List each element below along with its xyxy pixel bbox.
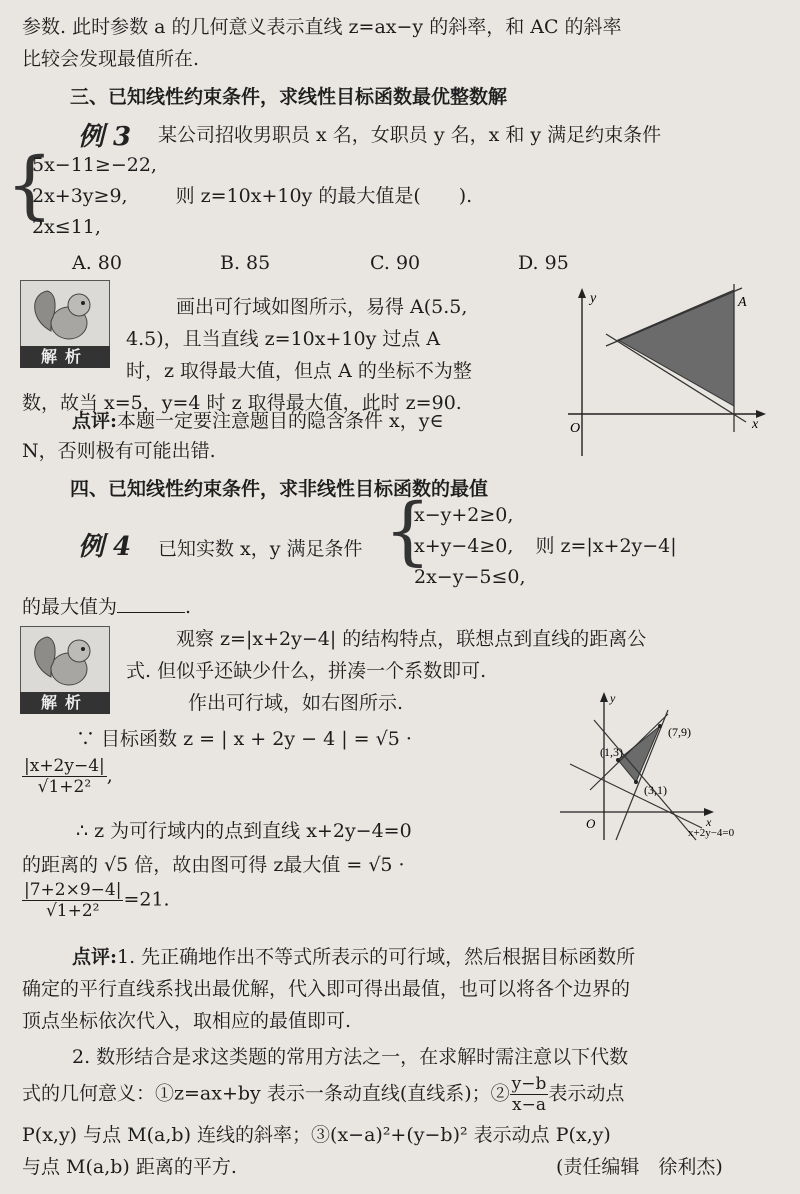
comment-3-cont: N，否则极有可能出错. <box>22 440 216 462</box>
point-1-3-label: (1,3) <box>600 745 623 759</box>
slope-fraction-denominator: x−a <box>512 1095 546 1115</box>
solution-tag: 解析 <box>20 346 110 368</box>
constraint-system-2 <box>414 500 677 593</box>
point-7-9-label: (7,9) <box>668 725 691 739</box>
editor-credit: (责任编辑 徐利杰) <box>556 1156 723 1178</box>
point-a-label: A <box>738 295 747 310</box>
question-tail: 的最大值为 . <box>22 596 192 618</box>
comment-4-line: P(x,y) 与点 M(a,b) 连线的斜率；③(x−a)²+(y−b)² 表示动点 P(x,y) <box>22 1124 611 1146</box>
solution-tag: 解析 <box>20 692 110 714</box>
fraction-1-denominator: √1+2² <box>37 777 92 797</box>
axis-x-label: x <box>706 815 712 829</box>
fraction-2-tail: =21. <box>123 888 170 911</box>
feasible-region-graph-1 <box>566 282 780 462</box>
slope-fraction <box>510 1074 549 1115</box>
comment-3 <box>72 408 444 434</box>
solution-3-line: 时，z 取得最大值，但点 A 的坐标不为整 <box>126 360 472 382</box>
section-heading-3: 三、已知线性约束条件，求线性目标函数最优整数解 <box>70 86 508 108</box>
example-3-label: 例 3 <box>78 122 132 152</box>
constraint-brace-2: { <box>384 488 432 574</box>
comment-text: 1. 先正确地作出不等式所表示的可行域，然后根据目标函数所 <box>117 946 636 968</box>
comment-4-line-b: 表示动点 <box>548 1082 625 1105</box>
constraint-brace: { <box>6 142 54 228</box>
comment-4-line <box>22 1074 624 1115</box>
question-tail-text: 的最大值为 <box>22 596 118 618</box>
solution-4-line: 的距离的 √5 倍，故由图可得 z最大值 = √5 · <box>22 854 405 876</box>
fraction-line-2 <box>22 880 170 921</box>
constraint-system-1 <box>32 150 472 243</box>
example-4-text: 已知实数 x，y 满足条件 <box>158 538 363 560</box>
comment-label: 点评: <box>72 410 118 432</box>
fraction-line-1 <box>22 756 113 797</box>
constraint-3: 2x≤11, <box>32 216 101 238</box>
fraction-1-numerator: |x+2y−4| <box>24 756 105 776</box>
constraint-2-eq: 2x+3y≥9, <box>32 185 128 207</box>
comment-4-line: 2. 数形结合是求这类题的常用方法之一，在求解时需注意以下代数 <box>72 1046 629 1068</box>
comment-4-line: 顶点坐标依次代入，取相应的最值即可. <box>22 1010 352 1032</box>
text-line: 比较会发现最值所在. <box>22 48 200 70</box>
feasible-region-graph-2 <box>556 690 782 850</box>
solution-3-line: 数，故当 x=5，y=4 时 z 取得最大值，此时 z=90. <box>22 392 462 414</box>
origin-label: O <box>586 816 596 831</box>
condition-2-eq: x+y−4≥0, <box>414 535 514 557</box>
fraction-1-tail: , <box>106 764 113 787</box>
squirrel-illustration <box>20 626 110 694</box>
text-line: 参数. 此时参数 a 的几何意义表示直线 z=ax−y 的斜率，和 AC 的斜率 <box>22 16 622 38</box>
solution-3-line: 4.5)，且当直线 z=10x+10y 过点 A <box>126 328 441 350</box>
comment-4-line: 与点 M(a,b) 距离的平方. <box>22 1156 237 1178</box>
origin-label: O <box>570 421 581 436</box>
constraint-1: 5x−11≥−22, <box>32 154 157 176</box>
objective-function: 则 z=|x+2y−4| <box>535 535 677 557</box>
comment-label: 点评: <box>72 946 118 968</box>
example-4-label: 例 4 <box>78 532 132 562</box>
option-a: A. 80 <box>72 252 122 274</box>
option-c: C. 90 <box>370 252 421 274</box>
solution-badge <box>20 626 110 716</box>
comment-text: 本题一定要注意题目的隐含条件 x，y∈ <box>117 410 444 432</box>
condition-2 <box>414 531 677 562</box>
answer-blank <box>117 594 185 613</box>
slope-fraction-numerator: y−b <box>511 1074 547 1094</box>
condition-1: x−y+2≥0, <box>414 504 514 526</box>
axis-y-label: y <box>610 691 616 705</box>
axis-x-label: x <box>752 417 759 432</box>
solution-3-line: 画出可行域如图所示，易得 A(5.5, <box>176 296 468 318</box>
solution-4-line: 式. 但似乎还缺少什么，拼凑一个系数即可. <box>126 660 487 682</box>
comment-4-line-a: 式的几何意义：①z=ax+by 表示一条动直线(直线系)；② <box>22 1082 510 1105</box>
comment-4 <box>72 944 635 970</box>
option-b: B. 85 <box>220 252 271 274</box>
line-label: x+2y−4=0 <box>688 827 735 839</box>
comment-4-line: 确定的平行直线系找出最优解，代入即可得出最值，也可以将各个边界的 <box>22 978 631 1000</box>
condition-3: 2x−y−5≤0, <box>414 566 526 588</box>
squirrel-illustration <box>20 280 110 348</box>
constraint-2-question: 则 z=10x+10y 的最大值是( ). <box>175 185 473 207</box>
axis-y-label: y <box>590 291 597 306</box>
fraction-2 <box>22 880 123 921</box>
fraction-1 <box>22 756 107 797</box>
solution-4-line: 观察 z=|x+2y−4| 的结构特点，联想点到直线的距离公 <box>176 628 647 650</box>
fraction-2-denominator: √1+2² <box>45 901 100 921</box>
constraint-2 <box>32 181 472 212</box>
solution-4-line: ∴ z 为可行域内的点到直线 x+2y−4=0 <box>76 820 412 842</box>
point-3-1-label: (3,1) <box>644 783 667 797</box>
solution-badge <box>20 280 110 370</box>
section-heading-4: 四、已知线性约束条件，求非线性目标函数的最值 <box>70 478 489 500</box>
solution-4-line: ∵ 目标函数 z = | x + 2y − 4 | = √5 · <box>76 728 412 750</box>
fraction-2-numerator: |7+2×9−4| <box>24 880 122 900</box>
option-d: D. 95 <box>518 252 569 274</box>
solution-4-line: 作出可行域，如右图所示. <box>188 692 404 714</box>
example-3-text: 某公司招收男职员 x 名，女职员 y 名，x 和 y 满足约束条件 <box>158 124 662 146</box>
